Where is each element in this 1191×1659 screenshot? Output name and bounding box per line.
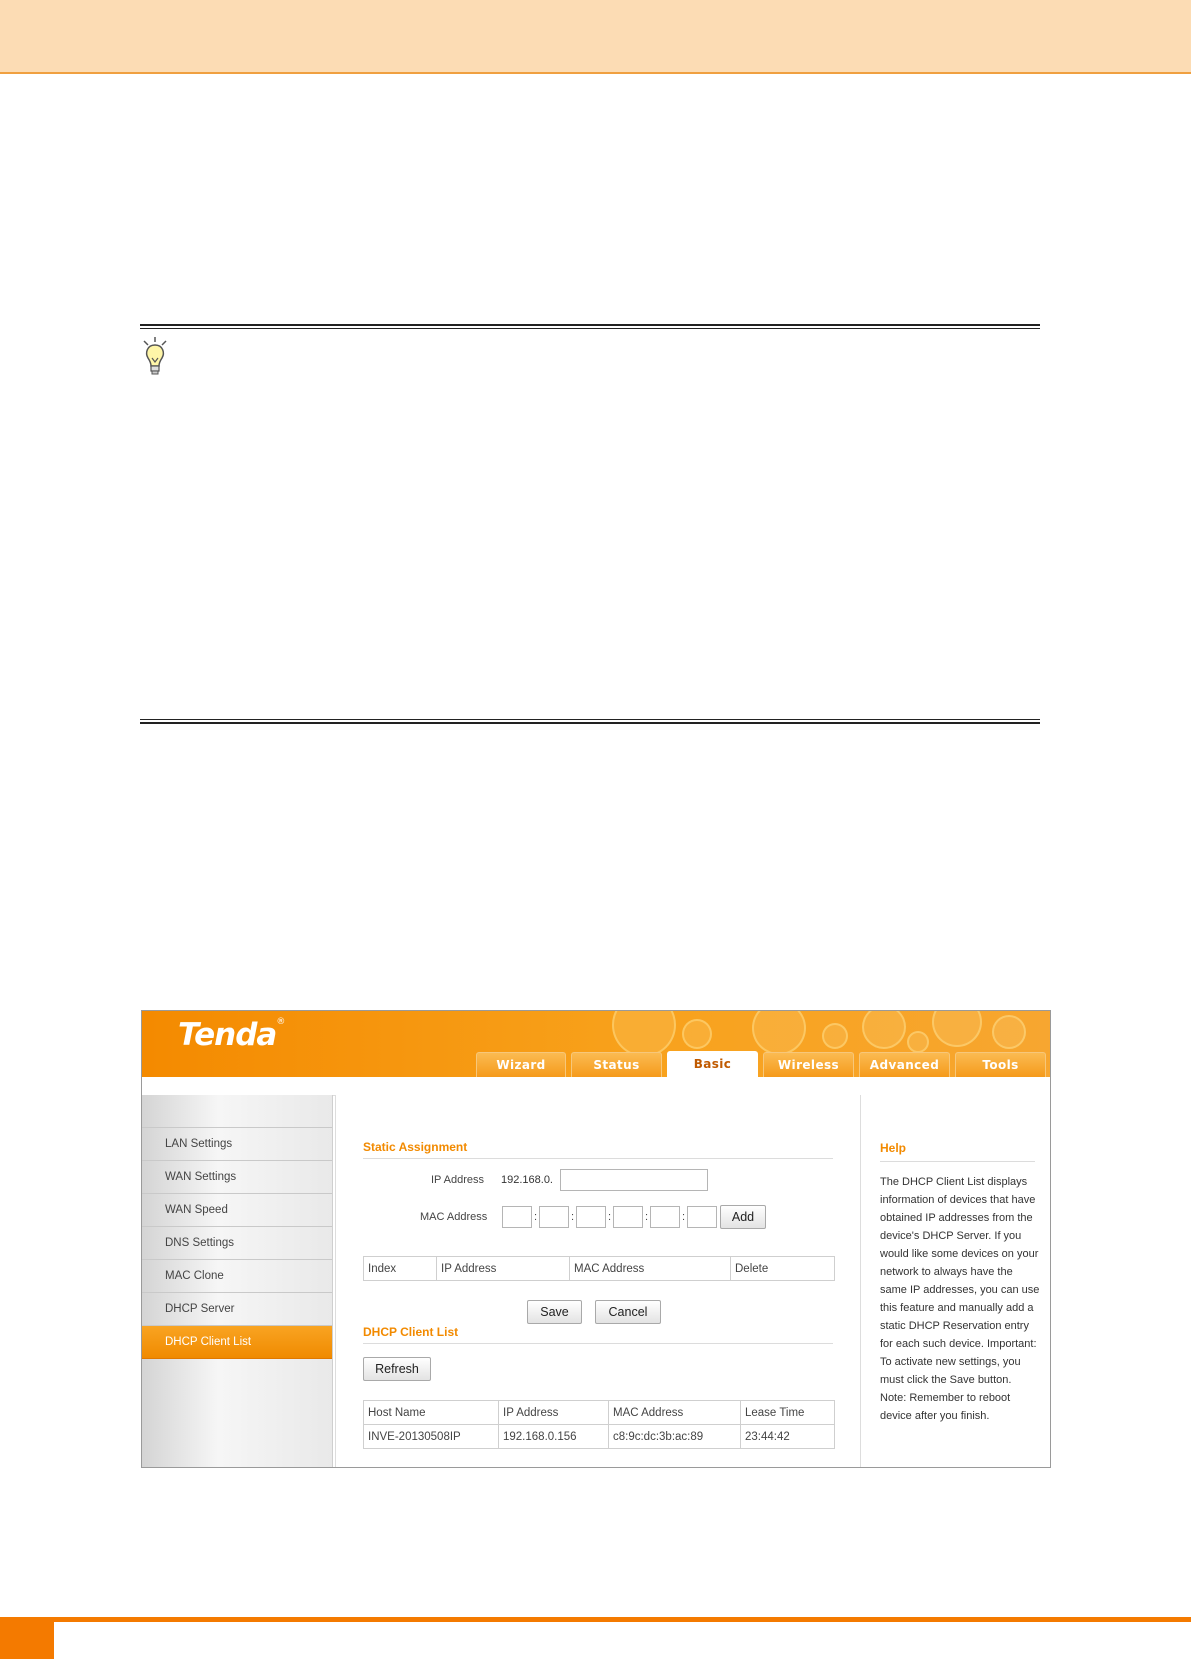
footer-bar [0,1617,1191,1622]
col-ip-address: IP Address [437,1257,570,1281]
tab-basic[interactable]: Basic [667,1051,758,1077]
table-header-row [364,1257,835,1281]
tab-status[interactable]: Status [571,1052,662,1077]
mac-octet-4-input[interactable] [613,1206,643,1228]
divider [363,1158,833,1159]
mac-octet-2-input[interactable] [539,1206,569,1228]
tab-wizard[interactable]: Wizard [476,1052,566,1077]
tab-tools[interactable]: Tools [955,1052,1046,1077]
mac-octet-3-input[interactable] [576,1206,606,1228]
mac-separator: : [682,1211,686,1223]
col-mac-address: MAC Address [570,1257,731,1281]
col-host-name: Host Name [364,1401,499,1425]
col-lease-time: Lease Time [741,1401,835,1425]
ip-address-label: IP Address [431,1174,484,1186]
mac-octet-6-input[interactable] [687,1206,717,1228]
static-assignment-title: Static Assignment [363,1140,468,1154]
note-bottom-rule [140,722,1040,724]
note-top-rule-thin [140,328,1040,329]
add-button[interactable]: Add [720,1205,766,1229]
client-list-table [363,1400,835,1449]
sidebar-item-dns-settings[interactable]: DNS Settings [142,1227,332,1260]
cancel-button[interactable]: Cancel [595,1300,661,1324]
mac-separator: : [645,1211,649,1223]
tenda-logo[interactable]: Tenda® [178,1017,285,1053]
col-mac-address: MAC Address [609,1401,741,1425]
main-panel [335,1095,861,1467]
help-title: Help [880,1141,907,1155]
top-banner [142,1011,1050,1077]
dhcp-client-list-title: DHCP Client List [363,1325,459,1339]
refresh-button[interactable]: Refresh [363,1357,431,1381]
lightbulb-tip-icon [140,336,170,380]
cell-lease-time: 23:44:42 [741,1425,835,1449]
router-ui-screenshot [141,1010,1051,1468]
sidebar-item-lan-settings[interactable]: LAN Settings [142,1128,332,1161]
mac-separator: : [608,1211,612,1223]
tab-advanced[interactable]: Advanced [859,1052,950,1077]
sidebar-item-mac-clone[interactable]: MAC Clone [142,1260,332,1293]
sidebar-header [142,1095,332,1128]
footer-page-block [0,1622,54,1659]
cell-host-name: INVE-20130508IP [364,1425,499,1449]
mac-octet-1-input[interactable] [502,1206,532,1228]
help-text: The DHCP Client List displays information of devices that have obtained IP addresses from the device's DHCP Server. If you would like some devices on your network to always have the same IP addresses, you can use this feature and manually add a static DHCP Reservation entry for each such device. Important: To activate new settings, you must click the Save button. Note: Remember to reboot device after you finish. [880,1176,1040,1422]
mac-address-label: MAC Address [420,1211,488,1223]
col-index: Index [364,1257,437,1281]
table-header-row [364,1401,835,1425]
mac-separator: : [534,1211,538,1223]
page-header-band [0,0,1191,74]
save-button[interactable]: Save [527,1300,582,1324]
static-assignment-table [363,1256,835,1281]
note-bottom-rule-thin [140,719,1040,720]
sidebar [142,1095,333,1467]
sidebar-item-dhcp-client-list[interactable]: DHCP Client List [142,1326,332,1359]
tab-underline-strip [142,1077,1050,1096]
help-panel [861,1095,1050,1467]
mac-octet-5-input[interactable] [650,1206,680,1228]
ip-address-input[interactable] [560,1169,708,1191]
divider [880,1161,1035,1162]
cell-mac-address: c8:9c:dc:3b:ac:89 [609,1425,741,1449]
ip-prefix: 192.168.0. [501,1174,553,1186]
sidebar-item-dhcp-server[interactable]: DHCP Server [142,1293,332,1326]
cell-ip-address: 192.168.0.156 [499,1425,609,1449]
divider [363,1343,833,1344]
table-row[interactable] [364,1425,835,1449]
tab-wireless[interactable]: Wireless [763,1052,854,1077]
sidebar-item-wan-speed[interactable]: WAN Speed [142,1194,332,1227]
mac-separator: : [571,1211,575,1223]
note-top-rule [140,324,1040,326]
sidebar-item-wan-settings[interactable]: WAN Settings [142,1161,332,1194]
col-delete: Delete [731,1257,835,1281]
col-ip-address: IP Address [499,1401,609,1425]
